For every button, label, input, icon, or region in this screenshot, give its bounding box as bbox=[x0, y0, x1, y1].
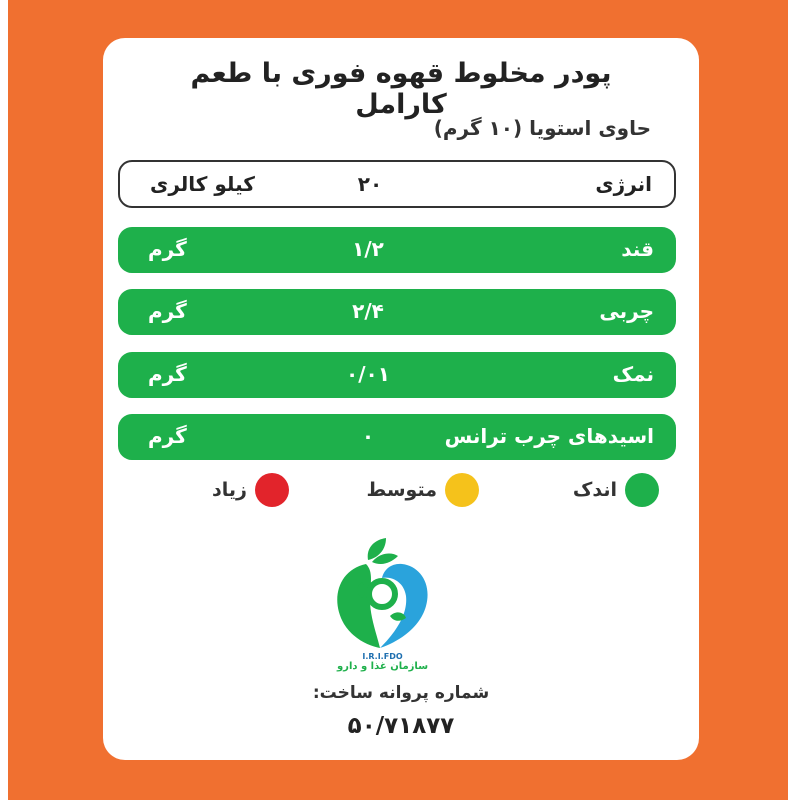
nutrient-name: اسیدهای چرب ترانس bbox=[444, 424, 654, 448]
energy-name: انرژی bbox=[595, 172, 652, 196]
org-name-fa: سازمان غذا و دارو bbox=[336, 661, 429, 672]
legend-label: متوسط bbox=[366, 479, 437, 501]
legend-label: اندک bbox=[572, 479, 617, 501]
nutrient-name: قند bbox=[621, 237, 654, 261]
permit-number: ۵۰/۷۱۸۷۷ bbox=[347, 713, 455, 739]
legend-label: زیاد bbox=[212, 479, 247, 501]
yellow-dot-icon bbox=[445, 473, 479, 507]
legend-medium bbox=[367, 470, 479, 510]
permit-label: شماره پروانه ساخت: bbox=[312, 683, 490, 703]
nutrient-row-sugar bbox=[118, 227, 676, 273]
legend-high bbox=[212, 470, 289, 510]
product-subtitle: حاوی استویا (۱۰ گرم) bbox=[433, 116, 651, 140]
org-name-en: I.R.I.FDO bbox=[362, 652, 403, 661]
energy-unit: کیلو کالری bbox=[150, 172, 255, 196]
nutrient-value: ۰ bbox=[361, 424, 375, 448]
nutrient-unit: گرم bbox=[148, 237, 187, 261]
org-name bbox=[325, 652, 440, 672]
nutrition-label-card bbox=[103, 38, 699, 760]
product-title: پودر مخلوط قهوه فوری با طعم کارامل bbox=[190, 58, 612, 120]
fda-logo-icon bbox=[326, 536, 436, 651]
nutrient-row-salt bbox=[118, 352, 676, 398]
legend-low bbox=[573, 470, 659, 510]
energy-row bbox=[118, 160, 676, 208]
nutrient-value: ۲/۴ bbox=[352, 299, 384, 323]
nutrient-unit: گرم bbox=[148, 424, 187, 448]
nutrient-name: چربی bbox=[599, 299, 654, 323]
red-dot-icon bbox=[255, 473, 289, 507]
white-edge bbox=[788, 0, 800, 800]
nutrient-name: نمک bbox=[612, 362, 654, 386]
nutrient-value: ۰/۰۱ bbox=[346, 362, 390, 386]
nutrient-value: ۱/۲ bbox=[352, 237, 384, 261]
nutrient-row-fat bbox=[118, 289, 676, 335]
energy-value: ۲۰ bbox=[357, 172, 383, 196]
nutrient-unit: گرم bbox=[148, 362, 187, 386]
nutrient-row-trans-fat bbox=[118, 414, 676, 460]
green-dot-icon bbox=[625, 473, 659, 507]
nutrient-unit: گرم bbox=[148, 299, 187, 323]
